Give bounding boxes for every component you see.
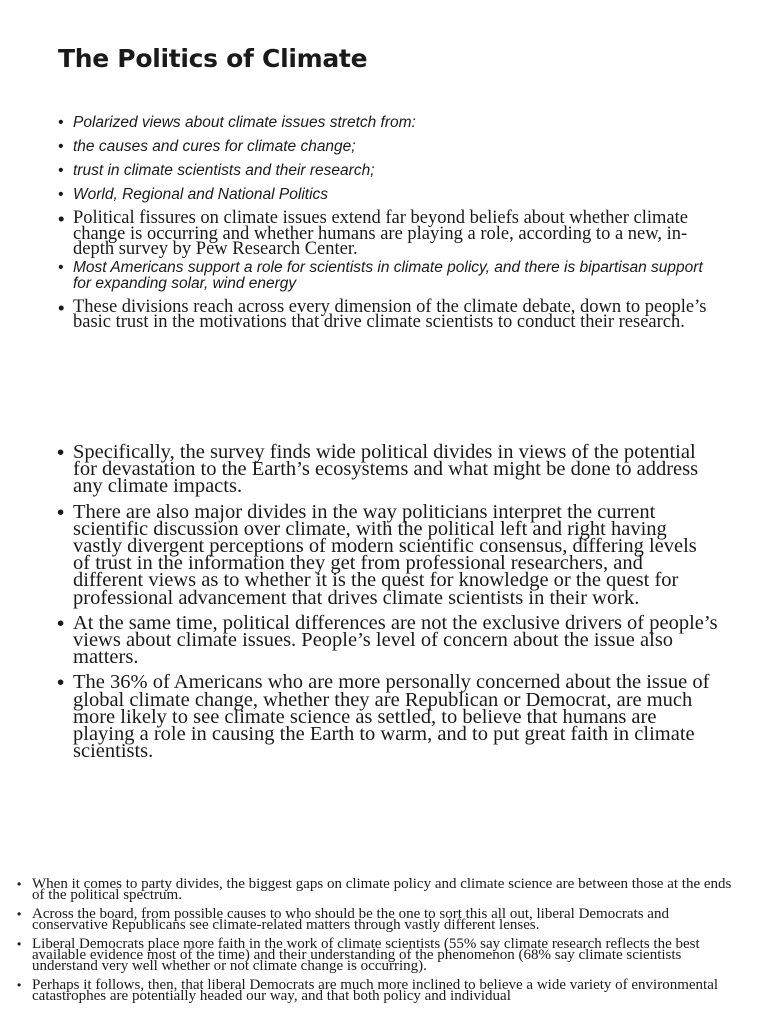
bullet-list-party-divides — [32, 876, 744, 1010]
list-item: • Political fissures on climate issues extend far beyond beliefs about whether climate change is occurring and whether humans are playing a role, according to a new, in-depth survey by Pew Research Center. — [73, 211, 713, 258]
list-item: • World, Regional and National Politics — [73, 187, 713, 203]
list-item: • the causes and cures for climate change; — [73, 139, 713, 155]
list-item: • There are also major divides in the way politicians interpret the current scientific discussion over climate, with the political left and right having vastly divergent perceptions of modern scientific consensus, differing levels of trust in the information they get from professional researchers, and different views as to whether it is the quest for knowledge or the quest for professional advancement that drives climate scientists in their work. — [73, 504, 718, 607]
list-item: • The 36% of Americans who are more personally concerned about the issue of global climate change, whether they are Republican or Democrat, are much more likely to see climate science as settled, to believe that humans are playing a role in causing the Earth to warm, and to put great faith in climate scientists. — [73, 674, 718, 760]
list-item: • Specifically, the survey finds wide political divides in views of the potential for devastation to the Earth’s ecosystems and what might be done to address any climate impacts. — [73, 444, 718, 496]
list-item: • Across the board, from possible causes to who should be the one to sort this all out, liberal Democrats and conservative Republicans see climate-related matters through vastly different lenses. — [32, 909, 744, 932]
bullet-list-divides — [73, 441, 718, 768]
list-item: • Liberal Democrats place more faith in the work of climate scientists (55% say climate research reflects the best available evidence most of the time) and their understanding of the phenomenon (68% say climate scientists understand very well whether or not climate change is occurring). — [32, 939, 744, 973]
list-item: • These divisions reach across every dimension of the climate debate, down to people’s basic trust in the motivations that drive climate scientists to conduct their research. — [73, 300, 713, 331]
bullet-list-overview — [73, 115, 713, 337]
list-item: • trust in climate scientists and their research; — [73, 163, 713, 179]
list-item: • Perhaps it follows, then, that liberal Democrats are much more inclined to believe a wide variety of environmental catastrophes are potentially headed our way, and that both policy and individual — [32, 980, 744, 1003]
list-item: • Polarized views about climate issues stretch from: — [73, 115, 713, 131]
list-item: • Most Americans support a role for scientists in climate policy, and there is bipartisan support for expanding solar, wind energy — [73, 260, 713, 292]
list-item: • When it comes to party divides, the biggest gaps on climate policy and climate science are between those at the ends of the political spectrum. — [32, 879, 744, 902]
list-item: • At the same time, political differences are not the exclusive drivers of people’s views about climate issues. People’s level of concern about the issue also matters. — [73, 615, 718, 667]
page-title: The Politics of Climate — [58, 44, 368, 73]
